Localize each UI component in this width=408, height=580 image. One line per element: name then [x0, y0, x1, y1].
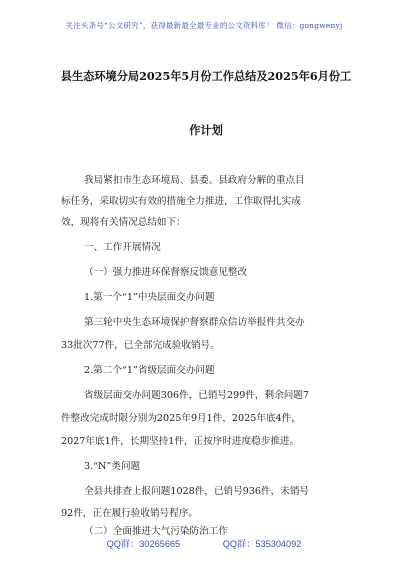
- item-1-text-line-2: 33批次77件，已全部完成验收销号。: [61, 340, 220, 351]
- item-2-text-line-2: 件整改完成时限分别为2025年9月1件，2025年底4件，: [61, 413, 301, 424]
- header-banner: 关注头条号“公文研究”，获得最新最全最专业的公文资料库！ 微信：gongwenyj: [65, 21, 343, 30]
- item-3-text-line-2: 92件，正在履行验收销号程序。: [61, 508, 198, 519]
- document-title-line-1: 县生态环境分局2025年5月份工作总结及2025年6月份工: [60, 69, 352, 83]
- item-heading-3: 3.“N”类问题: [84, 461, 141, 472]
- intro-line-3: 效，现将有关情况总结如下：: [61, 217, 186, 228]
- intro-line-2: 标任务，采取切实有效的措施全力推进，工作取得扎实成: [61, 196, 301, 207]
- item-2-text-line-3: 2027年底1件，长期坚持1件，正按序时进度稳步推进。: [61, 436, 300, 447]
- footer-qq-group-2: QQ群：535304092: [222, 539, 302, 549]
- item-heading-1: 1.第一个“1”中央层面交办问题: [84, 292, 215, 303]
- item-1-text-line-1: 第三轮中央生态环境保护督察群众信访举报件共交办: [84, 317, 305, 328]
- item-heading-2: 2.第二个“1”省级层面交办问题: [84, 365, 215, 376]
- document-title-line-2: 作计划: [189, 123, 223, 137]
- footer-qq-group-1: QQ群：30265665: [106, 539, 181, 549]
- item-2-text-line-1: 省级层面交办问题306件，已销号299件，剩余问题7: [84, 390, 310, 401]
- section-heading-1: 一、工作开展情况: [84, 242, 161, 253]
- item-3-text-line-1: 全县共排查上报问题1028件，已销号936件，未销号: [84, 486, 310, 497]
- subsection-heading-2: （二）全面推进大气污染防治工作: [84, 526, 228, 537]
- subsection-heading-1: （一）强力推进环保督察反馈意见整改: [84, 267, 248, 278]
- intro-line-1: 我局紧扣市生态环境局、县委、县政府分解的重点目: [84, 175, 305, 186]
- footer-contact: [0, 536, 408, 550]
